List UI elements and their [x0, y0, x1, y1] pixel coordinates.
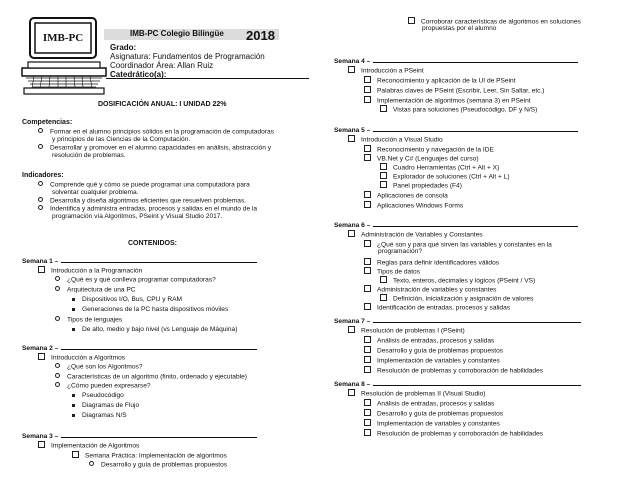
semana-7-label: Semana 7 –: [334, 317, 581, 326]
indicadores-title: Indicadores:: [22, 172, 64, 179]
indicador-3-cont: programación vía Algoritmos, PSeint y Visual Studio 2017.: [52, 213, 223, 220]
dosificacion-title: DOSIFICACIÓN ANUAL: I UNIDAD 22%: [98, 101, 227, 108]
semana-4-label: Semana 4 –: [334, 57, 578, 66]
list-item: Aplicaciones de consola: [364, 191, 448, 201]
list-item: Análisis de entradas, procesos y salidas: [364, 399, 494, 409]
semana-6-label: Semana 6 –: [334, 221, 578, 230]
list-item: Implementación de variables y constantes: [364, 356, 500, 366]
list-item: Generaciones de la PC hasta dispositivos móviles: [72, 306, 228, 314]
list-item: Panel propiedades (F4): [380, 181, 462, 191]
list-item: Introducción a Visual Studio: [348, 135, 443, 145]
semana-8-label: Semana 8 –: [334, 380, 581, 389]
list-item: Desarrollo y guía de problemas propuestos: [364, 409, 503, 419]
list-item: Tipos de lenguajes: [55, 316, 122, 325]
list-item: Corroborar características de algoritmos en soluciones: [408, 17, 581, 27]
list-item: Arquitectura de una PC: [55, 286, 136, 295]
contenidos-title: CONTENIDOS:: [128, 240, 177, 247]
list-item: Administración de variables y constantes: [364, 285, 496, 295]
semana-5-label: Semana 5 –: [334, 126, 578, 135]
list-item: Implementación de algoritmos (semana 3) en PSeint: [364, 96, 531, 106]
list-item: VB.Net y C# (Lenguajes del curso): [364, 154, 479, 164]
competencia-1: Formar en el alumno principios sólidos en la programación de computadoras: [38, 128, 274, 137]
list-item-cont: programación?: [378, 248, 422, 255]
list-item: Implementación de Algoritmos: [38, 441, 139, 451]
competencia-2: Desarrollar y promover en el alumno capacidades en análisis, abstracción y: [38, 144, 271, 153]
list-item: Identificación de entradas, procesos y salidas: [364, 303, 510, 313]
list-item: Semana Práctica: Implementación de algoritmos: [72, 451, 227, 461]
competencia-1-cont: y principios de las Ciencias de la Computación.: [52, 136, 191, 143]
list-item: Reconocimiento y aplicación de la UI de PSeint: [364, 76, 516, 86]
indicador-2: Desarrolla y diseña algoritmos eficientes que resuelven problemas.: [38, 197, 246, 206]
list-item: Diagramas de Flujo: [72, 402, 139, 410]
semana-2-label: Semana 2 –: [22, 344, 257, 353]
list-item: Tipos de datos: [364, 267, 420, 277]
list-item: Diagramas N/S: [72, 412, 127, 420]
semana-1-label: Semana 1 –: [22, 257, 257, 266]
grado-label: Grado:: [110, 43, 137, 52]
list-item: Texto, enteros, decimales y lógicos (PSeint / VS): [380, 276, 535, 286]
semana-3-label: Semana 3 –: [22, 432, 257, 441]
competencia-2-cont: resolución de problemas.: [52, 152, 126, 159]
list-item: Explorador de soluciones (Ctrl + Alt + L): [380, 172, 510, 182]
logo-text: IMB-PC: [42, 32, 84, 44]
list-item-cont: propuestas por el alumno: [422, 25, 497, 32]
list-item: Introducción a PSeint: [348, 66, 424, 76]
list-item: Vistas para soluciones (Pseudocódigo, DF y N/S): [380, 105, 537, 115]
catedratico-label: Catedrático(a):: [110, 70, 167, 79]
list-item: Introducción a la Programación: [38, 266, 142, 276]
indicador-3: Indentifica y administra entradas, procesos y salidas en el mundo de la: [38, 205, 257, 214]
list-item: Administración de Variables y Constantes: [348, 230, 483, 240]
year: 2018: [246, 28, 275, 43]
list-item: Análisis de entradas, procesos y salidas: [364, 336, 494, 346]
list-item: Introducción a Algoritmos: [38, 353, 125, 363]
list-item: Cuadro Herramientas (Ctrl + Alt + X): [380, 163, 499, 173]
list-item: ¿Cómo pueden expresarse?: [55, 382, 151, 391]
list-item: Pseudocódigo: [72, 392, 124, 400]
list-item: Definición, inicialización y asignación de valores: [380, 294, 533, 304]
list-item: ¿Qué es y qué conlleva programar computadoras?: [55, 276, 216, 285]
school-name: IMB-PC Colegio Bilingüe: [130, 29, 224, 38]
list-item: Palabras claves de PSeint (Escribir, Leer, Sin Saltar, etc.): [364, 86, 545, 96]
list-item: Desarrollo y guía de problemas propuestos: [89, 461, 227, 470]
logo: [20, 16, 108, 98]
indicador-1: Comprende qué y cómo se puede programar una computadora para: [38, 181, 250, 190]
list-item: Reconocimiento y navegación de la IDE: [364, 145, 494, 155]
indicador-1-cont: solventar cualquier problema.: [52, 189, 139, 196]
list-item: Dispositivos I/O, Bus, CPU y RAM: [72, 296, 182, 304]
list-item: Características de un algoritmo (finito, ordenado y ejecutable): [55, 373, 247, 382]
list-item: Resolución de problemas y corroboración de habilidades: [364, 366, 543, 376]
competencias-title: Competencias:: [22, 119, 73, 126]
list-item: Reglas para definir identificadores válidos: [364, 258, 499, 268]
list-item: ¿Qué son los Algoritmos?: [55, 363, 143, 372]
list-item: Aplicaciones Windows Forms: [364, 201, 463, 211]
list-item: Resolución de problemas I (PSeint): [348, 326, 465, 336]
header-rule: [106, 78, 309, 79]
list-item: Implementación de variables y constantes: [364, 419, 500, 429]
asignatura-label: Asignatura: Fundamentos de Programación: [110, 52, 265, 61]
list-item: ¿Qué son y para qué sirven las variables y constantes en la: [364, 240, 552, 250]
list-item: Resolución de problemas II (Visual Studio): [348, 389, 486, 399]
computer-logo-icon: [20, 16, 108, 98]
list-item: De alto, medio y bajo nivel (vs Lenguaje de Máquina): [72, 326, 237, 334]
list-item: Resolución de problemas y corroboración de habilidades: [364, 429, 543, 439]
list-item: Desarrollo y guía de problemas propuestos: [364, 346, 503, 356]
coordinador-label: Coordinador Área: Allan Ruiz: [110, 61, 214, 70]
